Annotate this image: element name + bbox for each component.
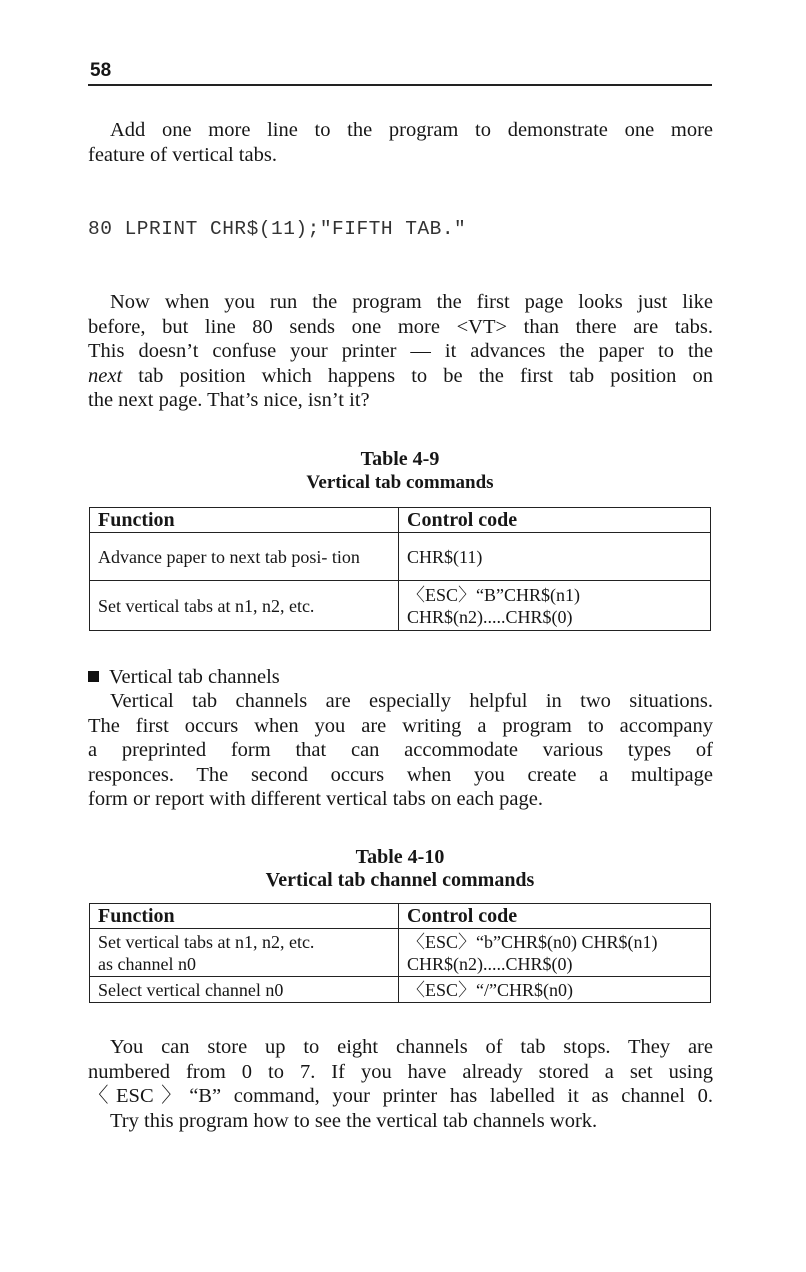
table1-caption	[88, 448, 712, 494]
cell-code	[399, 929, 711, 977]
table-row	[90, 977, 711, 1003]
vertical-tab-channel-commands-table	[89, 903, 711, 1003]
text-line: Try this program how to see the vertical tab channels work.	[110, 1109, 598, 1132]
code-line: 〈ESC〉“B”CHR$(n1)	[407, 584, 580, 605]
text-line: feature of vertical tabs.	[88, 143, 277, 166]
closing-paragraph	[88, 1035, 713, 1133]
text-line: Add one more line to the program to demonstrate one more	[110, 119, 713, 141]
text-line: Vertical tab channels are especially helpful in two situations.	[110, 690, 713, 712]
code-listing: 80 LPRINT CHR$(11);"FIFTH TAB."	[88, 218, 467, 240]
cell-function: Select vertical channel n0	[90, 977, 399, 1003]
vertical-tab-commands-table	[89, 507, 711, 631]
text-line: the next page. That’s nice, isn’t it?	[88, 389, 370, 411]
text-line: This doesn’t confuse your printer — it advances the paper to the	[88, 340, 713, 362]
code-line: CHR$(n2).....CHR$(0)	[407, 953, 573, 974]
table1-caption-title: Vertical tab commands	[306, 472, 494, 493]
table-row	[90, 533, 711, 581]
header-rule	[88, 84, 712, 86]
table-row	[90, 929, 711, 977]
cell-code	[399, 581, 711, 631]
page-number: 58	[90, 60, 112, 81]
text-line: a preprinted form that can accommodate various types of	[88, 739, 713, 761]
table-header-row	[90, 904, 711, 929]
cell-function: Set vertical tabs at n1, n2, etc.	[90, 581, 399, 631]
text-line: form or report with different vertical tabs on each page.	[88, 788, 543, 810]
text-line: numbered from 0 to 7. If you have already stored a set using	[88, 1060, 713, 1083]
text-line: You can store up to eight channels of tab stops. They are	[110, 1036, 713, 1058]
header-control-code: Control code	[399, 904, 711, 929]
function-line: as channel n0	[98, 953, 196, 974]
channels-paragraph	[88, 689, 713, 812]
code-line: 〈ESC〉“b”CHR$(n0) CHR$(n1)	[407, 931, 658, 952]
table2-caption-title: Vertical tab channel commands	[265, 869, 535, 891]
cell-function: Advance paper to next tab posi- tion	[90, 533, 399, 581]
table-header-row	[90, 508, 711, 533]
function-line: Set vertical tabs at n1, n2, etc.	[98, 931, 315, 952]
text-line-rest: tab position which happens to be the first tab position on	[122, 364, 713, 387]
text-line: before, but line 80 sends one more <VT> than there are tabs.	[88, 315, 713, 338]
cell-code: CHR$(11)	[399, 533, 711, 581]
square-bullet-icon	[88, 671, 99, 682]
header-function: Function	[90, 904, 399, 929]
cell-code: 〈ESC〉“/”CHR$(n0)	[399, 977, 711, 1003]
section-heading	[88, 665, 280, 689]
text-line: The first occurs when you are writing a program to accompany	[88, 714, 713, 737]
text-line: Now when you run the program the first page looks just like	[110, 291, 713, 313]
table2-caption-number: Table 4-10	[355, 846, 445, 868]
table1-caption-number: Table 4-9	[360, 448, 440, 470]
header-function: Function	[90, 508, 399, 533]
explanation-paragraph	[88, 290, 713, 413]
text-line	[88, 364, 713, 389]
table2-caption	[88, 846, 712, 892]
cell-function	[90, 929, 399, 977]
code-line: CHR$(n2).....CHR$(0)	[407, 606, 573, 627]
text-line: 〈ESC〉“B” command, your printer has labelled it as channel 0.	[88, 1085, 713, 1107]
section-heading-text: Vertical tab channels	[109, 666, 280, 688]
header-control-code: Control code	[399, 508, 711, 533]
text-line: responces. The second occurs when you create a multipage	[88, 763, 713, 786]
emphasis-next: next	[88, 364, 123, 387]
intro-paragraph	[88, 118, 713, 167]
table-row	[90, 581, 711, 631]
